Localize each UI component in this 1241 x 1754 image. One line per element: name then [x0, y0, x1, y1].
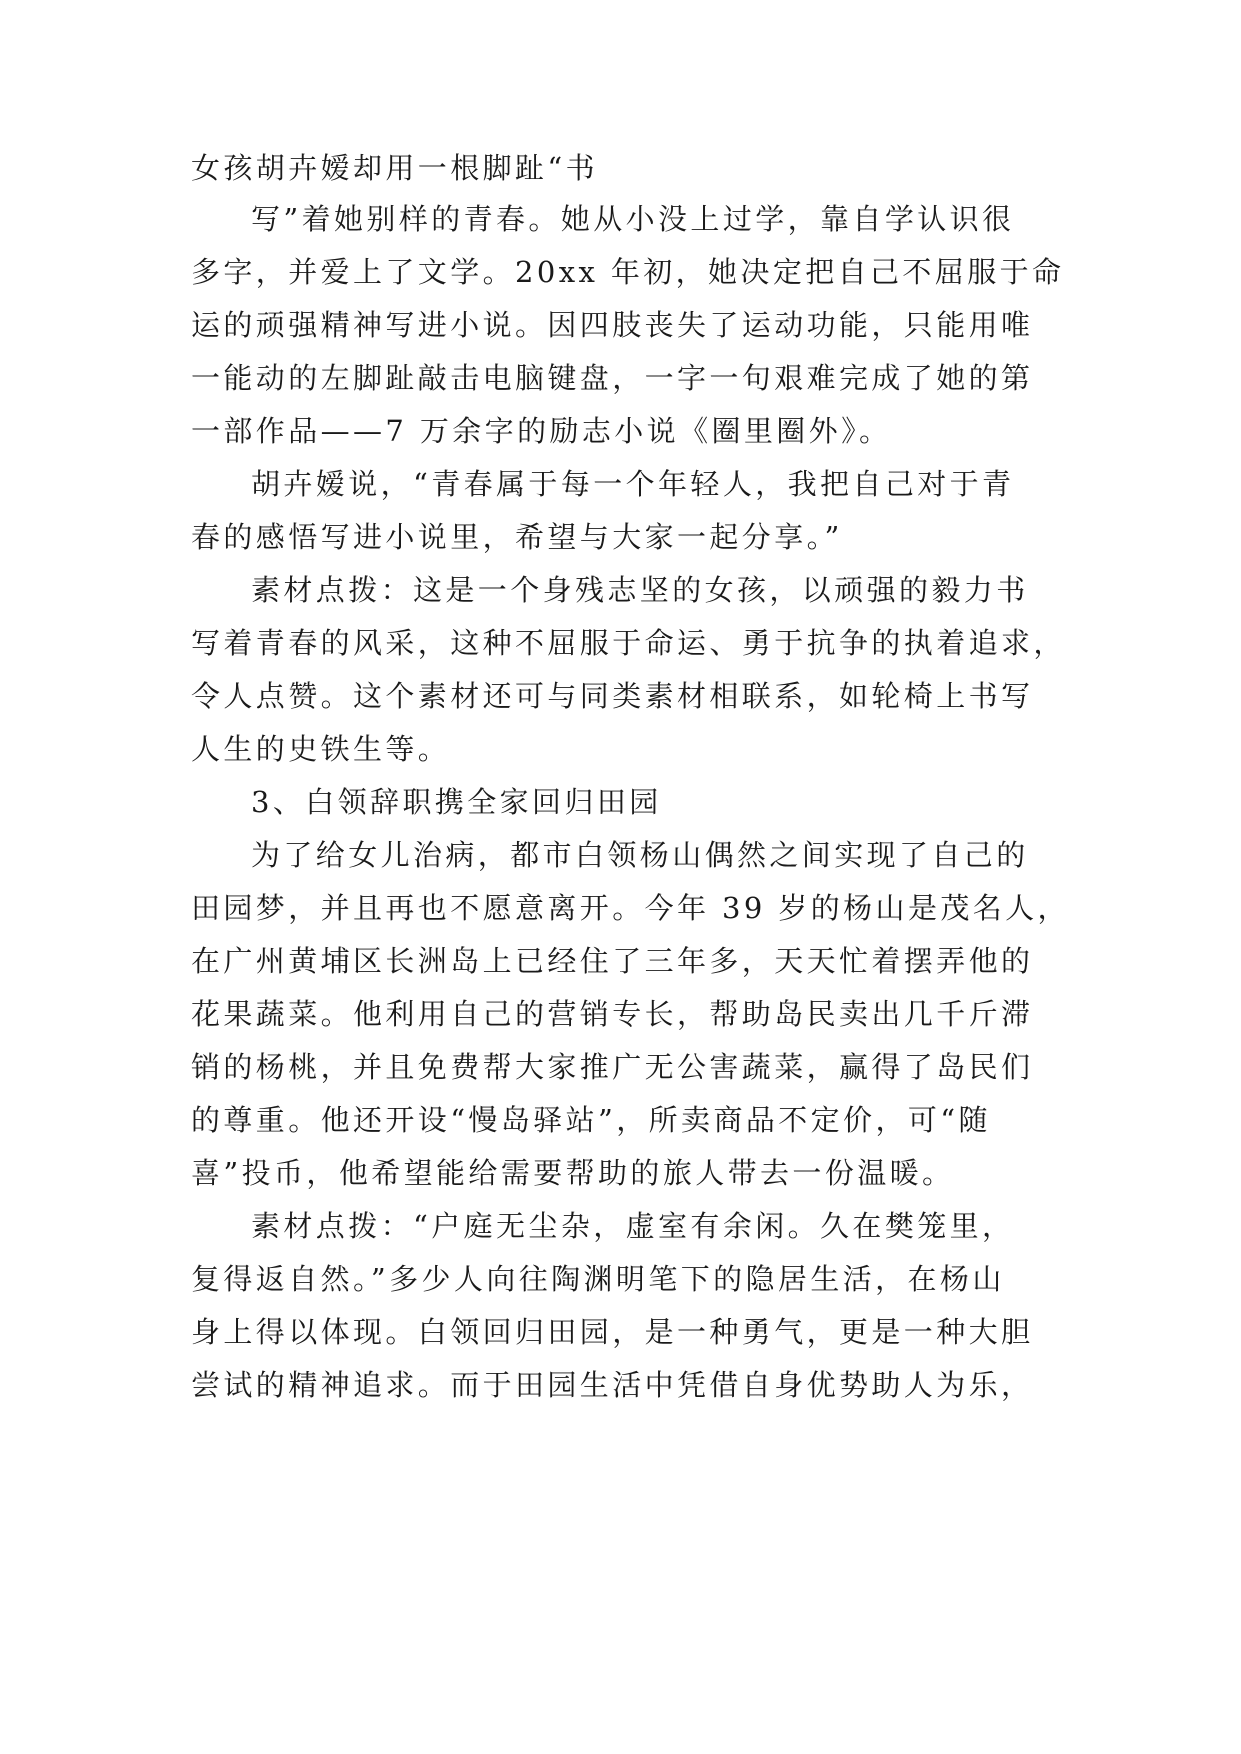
text-line: 在广州黄埔区长洲岛上已经住了三年多，天天忙着摆弄他的: [191, 944, 1034, 978]
section-heading: 3、白领辞职携全家回归田园: [251, 785, 662, 819]
text-line: 人生的史铁生等。: [191, 732, 451, 766]
text-line: 素材点拨：这是一个身残志坚的女孩，以顽强的毅力书: [251, 573, 1029, 607]
text-line: 为了给女儿治病，都市白领杨山偶然之间实现了自己的: [251, 838, 1029, 872]
text-line: 令人点赞。这个素材还可与同类素材相联系，如轮椅上书写: [191, 679, 1034, 713]
text-line: 田园梦，并且再也不愿意离开。今年 39 岁的杨山是茂名人，: [191, 891, 1070, 925]
text-line: 素材点拨：“户庭无尘杂，虚室有余闲。久在樊笼里，: [251, 1209, 1015, 1243]
text-line: 一部作品——7 万余字的励志小说《圈里圈外》。: [191, 414, 892, 448]
text-line: 复得返自然。”多少人向往陶渊明笔下的隐居生活，在杨山: [191, 1262, 1005, 1296]
text-line: 运的顽强精神写进小说。因四肢丧失了运动功能，只能用唯: [191, 308, 1034, 342]
text-line: 多字，并爱上了文学。20xx 年初，她决定把自己不屈服于命: [191, 255, 1065, 289]
text-line: 销的杨桃，并且免费帮大家推广无公害蔬菜，赢得了岛民们: [191, 1050, 1034, 1084]
text-line: 的尊重。他还开设“慢岛驿站”，所卖商品不定价，可“随: [191, 1103, 991, 1137]
text-line: 尝试的精神追求。而于田园生活中凭借自身优势助人为乐，: [191, 1368, 1034, 1402]
text-line: 身上得以体现。白领回归田园，是一种勇气，更是一种大胆: [191, 1315, 1034, 1349]
text-line: 女孩胡卉嫒却用一根脚趾“书: [191, 151, 599, 185]
text-line: 胡卉嫒说，“青春属于每一个年轻人，我把自己对于青: [251, 467, 1015, 501]
text-line: 春的感悟写进小说里，希望与大家一起分享。”: [191, 520, 843, 554]
text-line: 写着青春的风采，这种不屈服于命运、勇于抗争的执着追求，: [191, 626, 1066, 660]
text-line: 一能动的左脚趾敲击电脑键盘，一字一句艰难完成了她的第: [191, 361, 1034, 395]
text-line: 花果蔬菜。他利用自己的营销专长，帮助岛民卖出几千斤滞: [191, 997, 1034, 1031]
text-line: 写”着她别样的青春。她从小没上过学，靠自学认识很: [251, 202, 1015, 236]
text-line: 喜”投币，他希望能给需要帮助的旅人带去一份温暖。: [191, 1156, 955, 1190]
